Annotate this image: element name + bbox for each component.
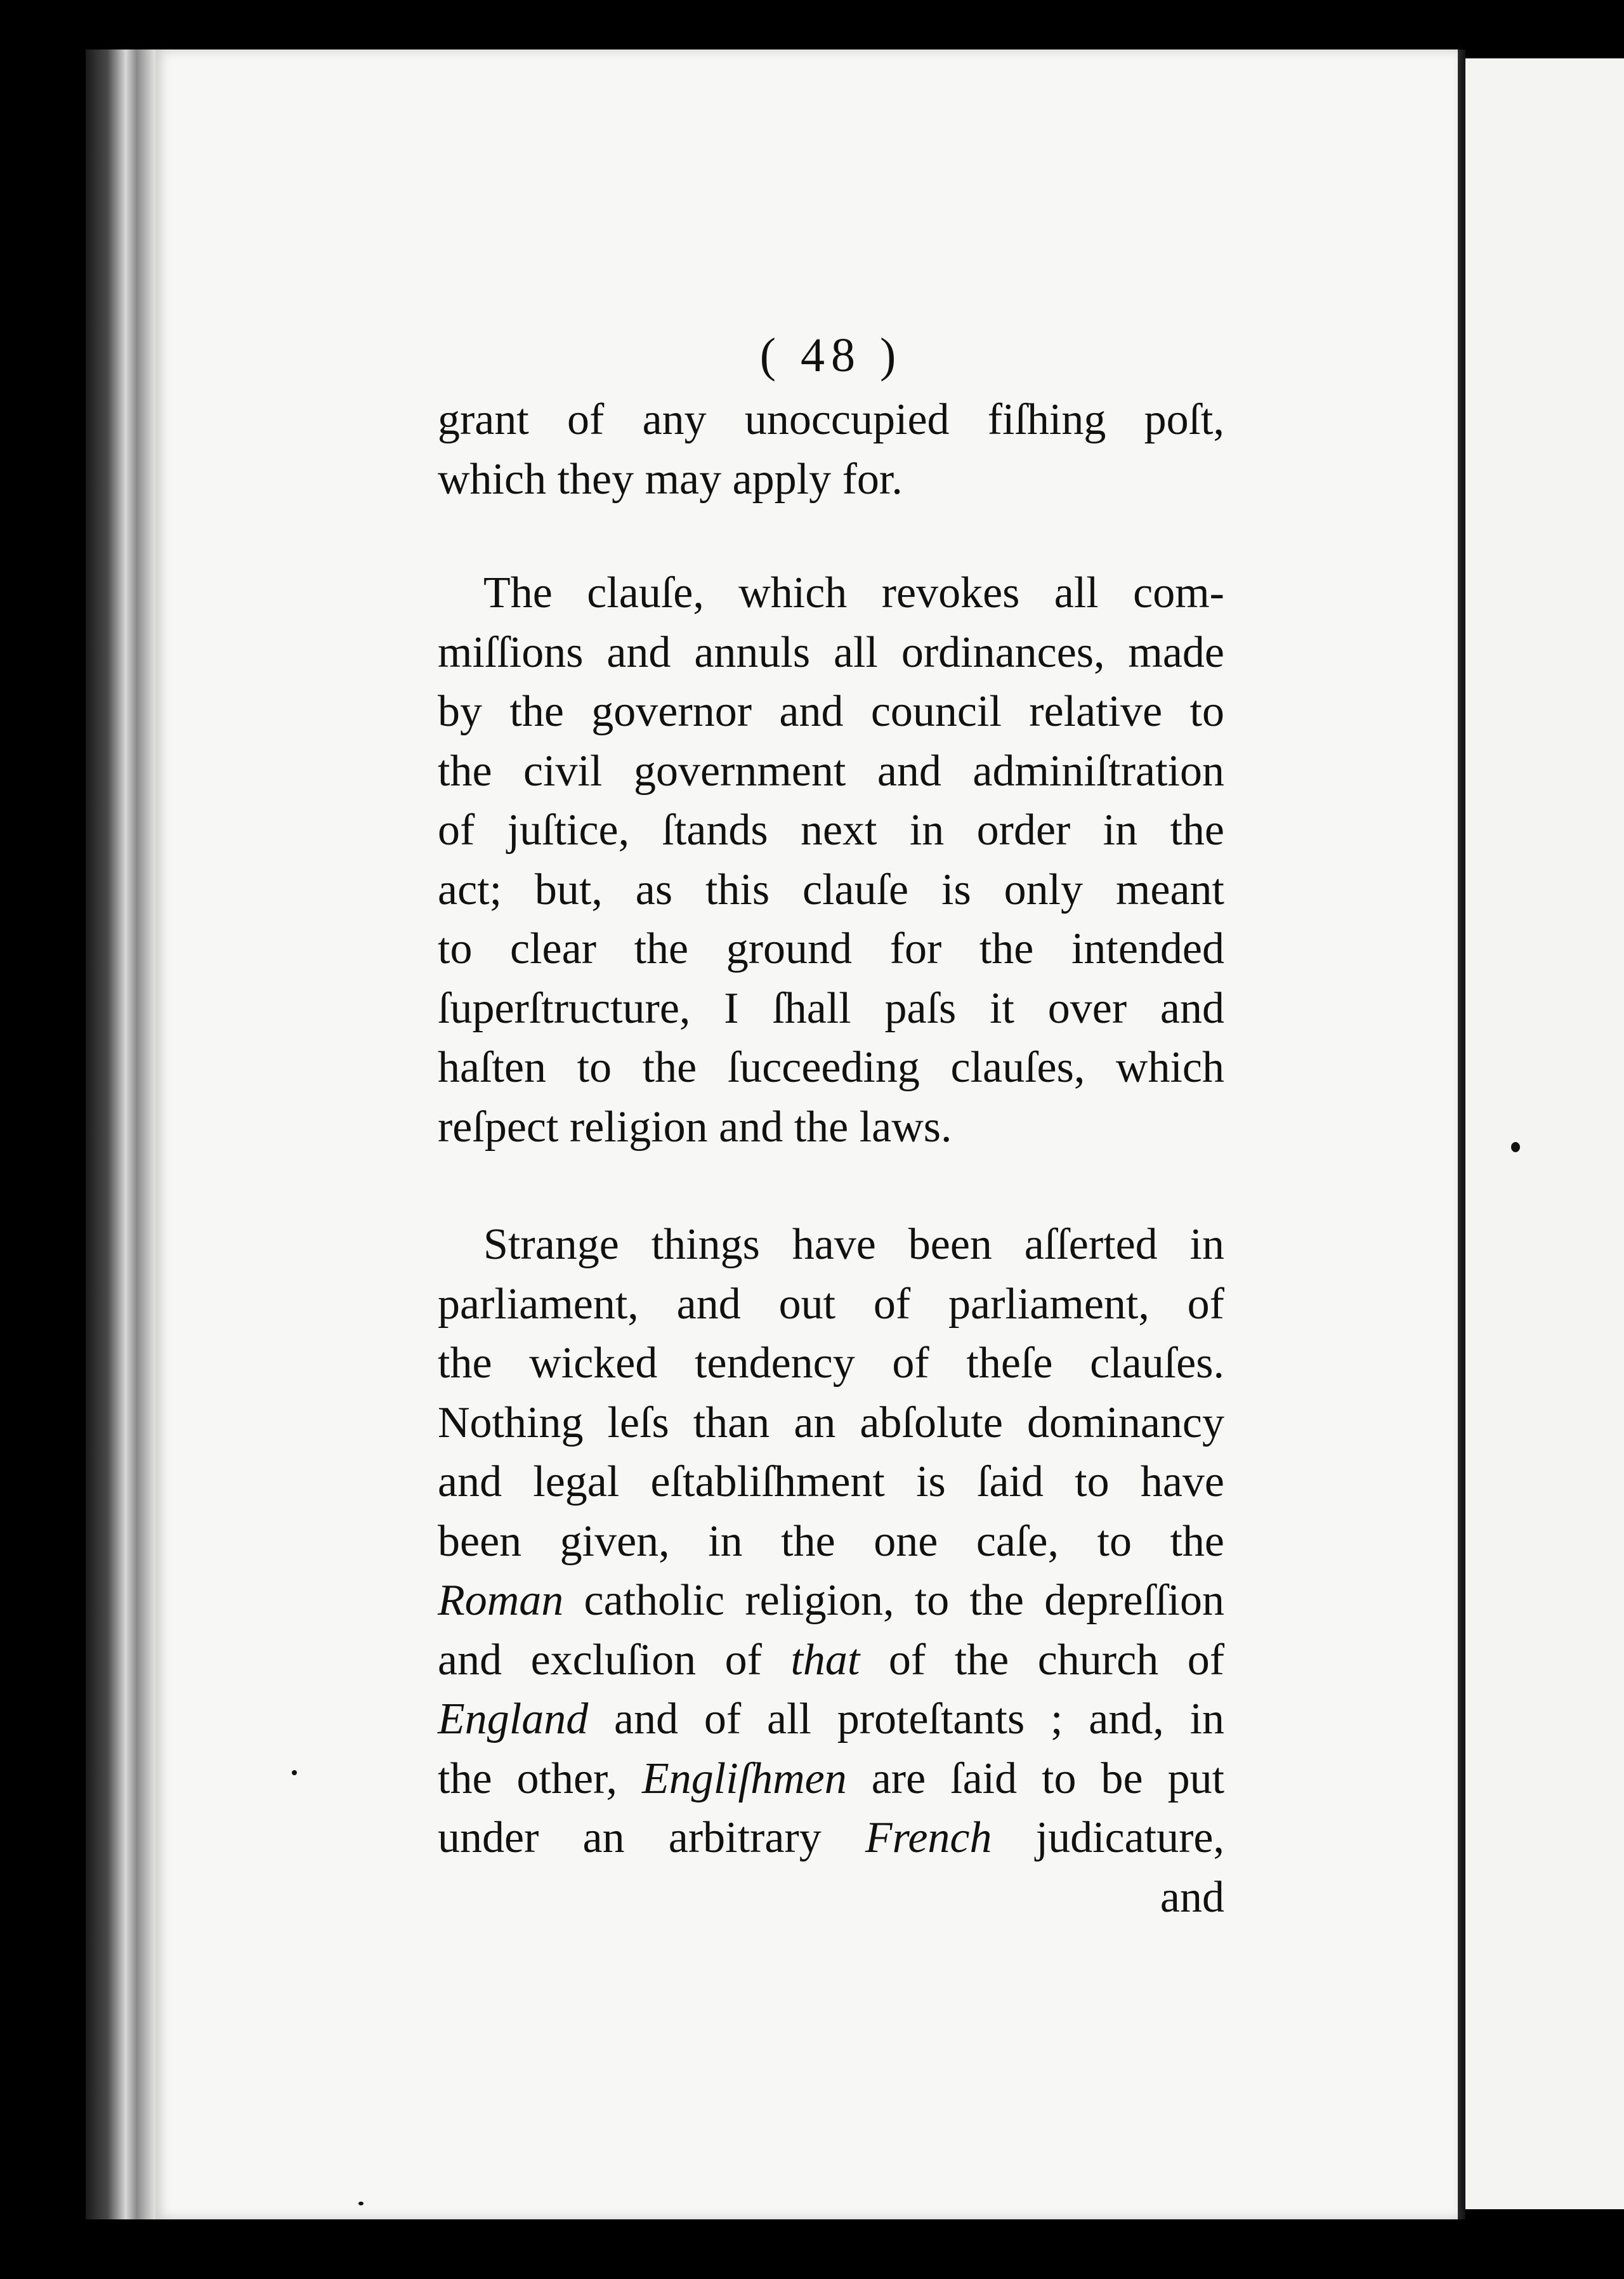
- facing-page: [1465, 58, 1624, 2209]
- text-line: grant of any unoccupied fiſhing poſt,: [438, 395, 1224, 444]
- text-line: Strange things have been aſſerted in: [483, 1220, 1224, 1269]
- italic-word: Roman: [438, 1576, 564, 1625]
- text-line: miſſions and annuls all ordinances, made: [438, 627, 1224, 677]
- text-line: reſpect religion and the laws.: [438, 1102, 952, 1152]
- text-line: Roman catholic religion, to the depreſſion: [438, 1576, 1224, 1625]
- text-line: Nothing leſs than an abſolute dominancy: [438, 1398, 1224, 1447]
- catchword: and: [1160, 1872, 1224, 1922]
- text-line: The clauſe, which revokes all com-: [483, 568, 1224, 617]
- text-line: parliament, and out of parliament, of: [438, 1279, 1224, 1329]
- ink-speck: [358, 2202, 363, 2205]
- text-line: of juſtice, ſtands next in order in the: [438, 806, 1224, 855]
- book-edge: [86, 49, 159, 2219]
- text-line: and excluſion of that of the church of: [438, 1635, 1225, 1685]
- italic-word: England: [438, 1695, 589, 1744]
- page-text: [438, 324, 1224, 1927]
- text-line: the civil government and adminiſtration: [438, 746, 1224, 796]
- italic-word: Engliſhmen: [642, 1754, 847, 1803]
- text-line: and legal eſtabliſhment is ſaid to have: [438, 1457, 1224, 1506]
- text-line: ſuperſtructure, I ſhall paſs it over and: [438, 983, 1224, 1033]
- page-number: ( 48 ): [759, 329, 903, 382]
- text-line: the wicked tendency of theſe clauſes.: [438, 1339, 1224, 1388]
- text-line: the other, Engliſhmen are ſaid to be put: [438, 1754, 1225, 1803]
- italic-word: French: [865, 1813, 992, 1862]
- text-line: haſten to the ſucceeding clauſes, which: [438, 1043, 1224, 1092]
- text-line: to clear the ground for the intended: [438, 924, 1224, 973]
- italic-word: that: [790, 1635, 860, 1685]
- page-gutter: [1458, 49, 1465, 2219]
- ink-speck: [1511, 1142, 1520, 1152]
- text-line: by the governor and council relative to: [438, 687, 1224, 736]
- text-line: England and of all proteſtants ; and, in: [438, 1695, 1225, 1744]
- paragraph-3: [438, 1215, 1224, 1927]
- text-line: act; but, as this clauſe is only meant: [438, 865, 1224, 914]
- text-line: under an arbitrary French judicature,: [438, 1813, 1225, 1862]
- text-line: been given, in the one caſe, to the: [438, 1516, 1224, 1566]
- paragraph-1: [438, 390, 1224, 509]
- paragraph-2: [438, 563, 1224, 1157]
- text-line: which they may apply for.: [438, 454, 903, 504]
- ink-speck: [292, 1770, 297, 1775]
